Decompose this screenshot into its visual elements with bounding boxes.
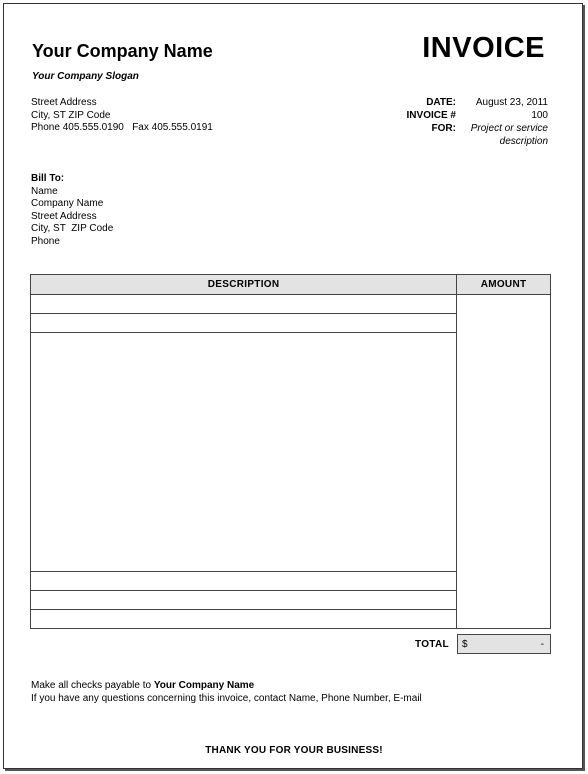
description-cell[interactable] <box>31 591 457 610</box>
description-header: DESCRIPTION <box>31 275 457 295</box>
for-value-line1: Project or service <box>470 123 548 134</box>
company-name: Your Company Name <box>32 41 213 61</box>
date-value: August 23, 2011 <box>475 97 548 108</box>
bill-to-phone: Phone <box>31 235 60 247</box>
bill-to-company: Company Name <box>31 198 104 209</box>
bill-to <box>31 173 113 248</box>
invoice-meta-values <box>471 97 548 148</box>
amount-column[interactable] <box>457 295 551 629</box>
invoice-meta-labels <box>407 97 456 136</box>
sender-address <box>31 97 213 135</box>
sender-street: Street Address <box>31 97 97 108</box>
bill-to-name: Name <box>31 185 58 197</box>
invoice-title: INVOICE <box>422 32 545 64</box>
description-cell[interactable] <box>31 333 457 572</box>
bill-to-heading: Bill To: <box>31 173 65 184</box>
bill-to-city: City, ST ZIP Code <box>31 223 114 234</box>
total-value: - <box>540 639 544 650</box>
date-label: DATE: <box>426 97 456 108</box>
company-slogan: Your Company Slogan <box>32 71 139 82</box>
footer-notes <box>31 680 422 705</box>
checks-payable-line <box>31 680 422 693</box>
sender-city: City, ST ZIP Code <box>31 109 111 121</box>
amount-header: AMOUNT <box>457 275 551 295</box>
thank-you-message: THANK YOU FOR YOUR BUSINESS! <box>205 745 383 756</box>
for-value-line2: description <box>499 135 548 147</box>
checks-payable-text: Make all checks payable to <box>31 680 154 691</box>
total-label: TOTAL <box>415 639 449 650</box>
questions-line: If you have any questions concerning this invoice, contact Name, Phone Number, E-mail <box>31 692 422 704</box>
description-cell[interactable] <box>31 314 457 333</box>
total-currency: $ <box>462 639 468 650</box>
checks-payable-company: Your Company Name <box>153 680 255 691</box>
description-cell[interactable] <box>31 610 457 629</box>
invoice-number-label: INVOICE # <box>406 109 456 121</box>
bill-to-street: Street Address <box>31 210 97 222</box>
for-label: FOR: <box>431 123 456 134</box>
description-cell[interactable] <box>31 572 457 591</box>
description-cell[interactable] <box>31 295 457 314</box>
invoice-number-value: 100 <box>531 109 548 121</box>
sender-phone-fax: Phone 405.555.0190 Fax 405.555.0191 <box>31 122 213 133</box>
line-items-table <box>30 274 551 629</box>
total-amount-box[interactable] <box>457 634 551 654</box>
